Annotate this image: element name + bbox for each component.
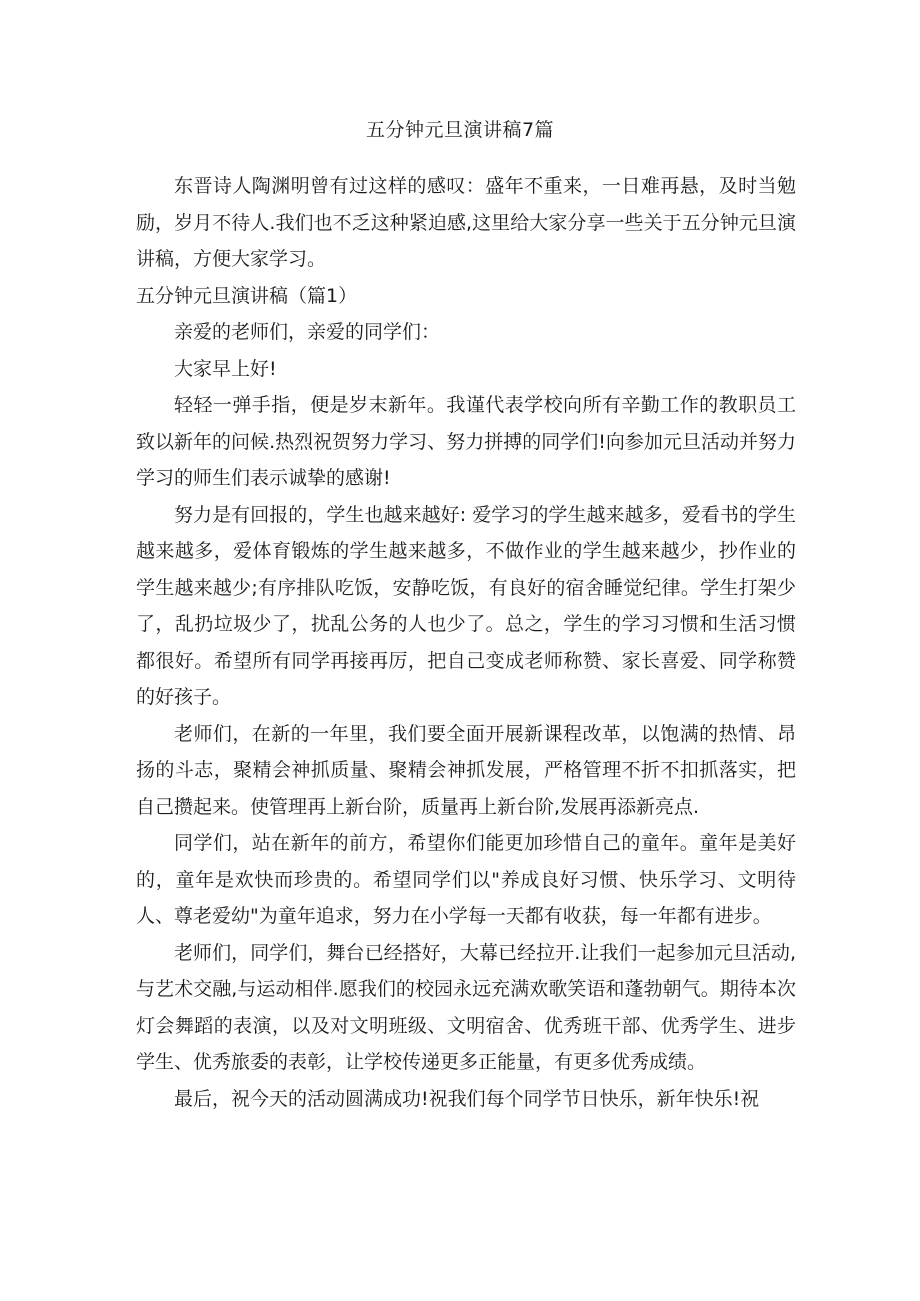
document-body	[136, 168, 796, 1117]
salutation-paragraph: 亲爱的老师们，亲爱的同学们：	[174, 321, 441, 343]
closing-paragraph: 最后，祝今天的活动圆满成功!祝我们每个同学节日快乐，新年快乐!祝	[174, 1087, 760, 1110]
body-paragraph: 轻轻一弹手指，便是岁末新年。我谨代表学校向所有辛勤工作的教职员工致以新年的问候.热烈祝贺努力学习、努力拼搏的同学们!向参加元旦活动并努力学习的师生们表示诚挚的感谢!	[136, 394, 796, 489]
body-paragraph: 老师们，在新的一年里，我们要全面开展新课程改革，以饱满的热情、昂扬的斗志，聚精会神抓质量、聚精会神抓发展，严格管理不折不扣抓落实，把自己攒起来。使管理再上新台阶，质量再上新台阶,发展再添新亮点.	[136, 722, 796, 818]
body-paragraph: 老师们，同学们，舞台已经搭好，大幕已经拉开.让我们一起参加元旦活动,与艺术交融,与运动相伴.愿我们的校园永远充满欢歌笑语和蓬勃朝气。期待本次灯会舞蹈的表演，以及对文明班级、文明宿舍、优秀班干部、优秀学生、进步学生、优秀旅委的表彰，让学校传递更多正能量，有更多优秀成绩。	[136, 941, 796, 1073]
intro-paragraph: 东晋诗人陶渊明曾有过这样的感叹：盛年不重来，一日难再悬，及时当勉励，岁月不待人.我们也不乏这种紧迫感,这里给大家分享一些关于五分钟元旦演讲稿，方便大家学习。	[136, 175, 796, 270]
body-paragraph: 努力是有回报的，学生也越来越好: 爱学习的学生越来越多，爱看书的学生越来越多，爱体育锻炼的学生越来越多，不做作业的学生越来越少，抄作业的学生越来越少;有序排队吃饭，安静吃饭，有良好的宿舍睡觉纪律。学生打架少了，乱扔垃圾少了，扰乱公务的人也少了。总之，学生的学习习惯和生活习惯都很好。希望所有同学再接再厉，把自己变成老师称赞、家长喜爱、同学称赞的好孩子。	[136, 503, 796, 708]
section-heading: 五分钟元旦演讲稿（篇1）	[136, 284, 358, 307]
document-title: 五分钟元旦演讲稿7篇	[365, 119, 555, 141]
body-paragraph: 同学们，站在新年的前方，希望你们能更加珍惜自己的童年。童年是美好的，童年是欢快而珍贵的。希望同学们以"养成良好习惯、快乐学习、文明待人、尊老爱幼"为童年追求，努力在小学每一天都有收获，每一年都有进步。	[136, 832, 796, 927]
greeting-paragraph: 大家早上好!	[174, 357, 277, 380]
